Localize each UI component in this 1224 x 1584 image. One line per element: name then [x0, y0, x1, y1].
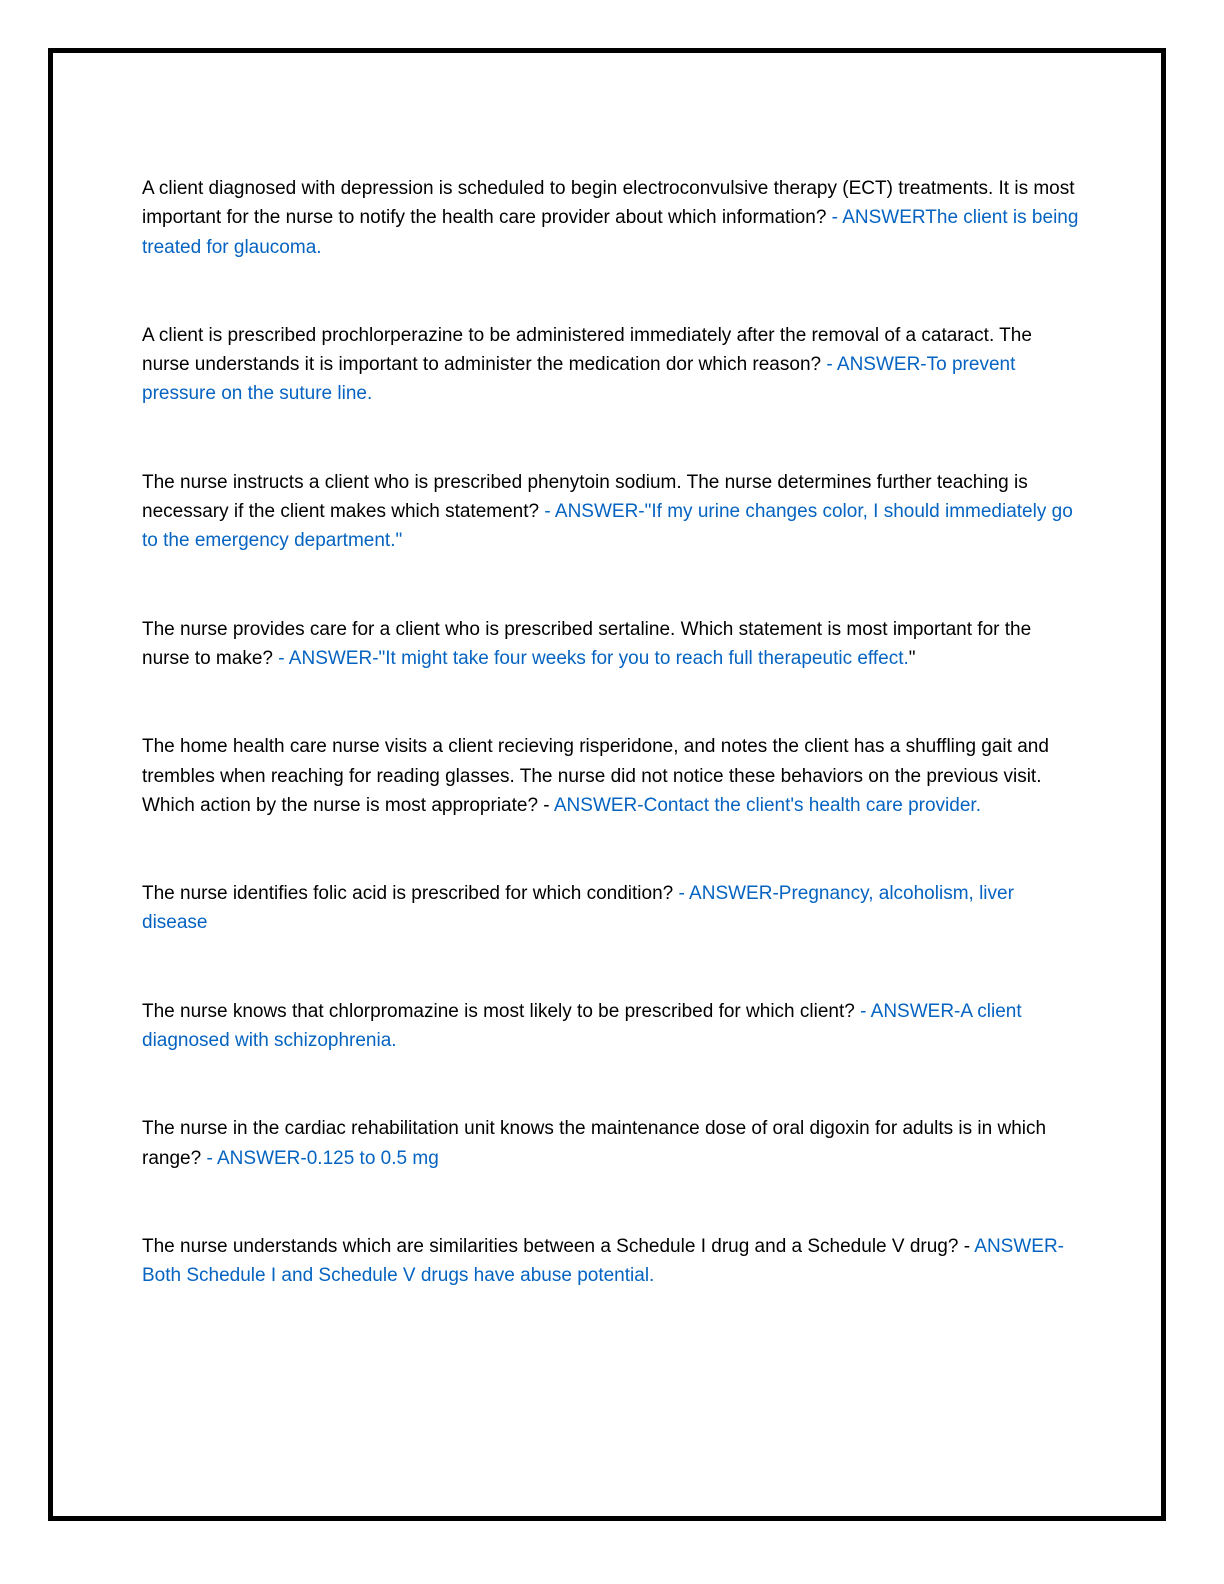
qa-item-3: [142, 468, 1082, 556]
qa-item-1: [142, 174, 1082, 262]
qa-item-9: [142, 1232, 1082, 1291]
answer-text: ANSWER-Both Schedule I and Schedule V drugs have abuse potential.: [142, 1235, 1065, 1287]
question-text: The nurse identifies folic acid is prescribed for which condition?: [142, 883, 679, 905]
question-text: The home health care nurse visits a client recieving risperidone, and notes the client has a shuffling gait and trembles when reaching for reading glasses. The nurse did not notice these behaviors on the previous visit. Which action by the nurse is most appropriate? -: [142, 736, 1049, 816]
qa-item-8: [142, 1114, 1082, 1173]
answer-text: - ANSWER-A client diagnosed with schizophrenia.: [142, 1000, 1022, 1052]
question-text: A client diagnosed with depression is scheduled to begin electroconvulsive therapy (ECT) treatments. It is most important for the nurse to notify the health care provider about which information?: [142, 178, 1075, 229]
qa-item-7: [142, 997, 1082, 1056]
qa-item-4: [142, 615, 1082, 674]
answer-text: - ANSWERThe client is being treated for glaucoma.: [142, 207, 1079, 258]
question-text: A client is prescribed prochlorperazine to be administered immediately after the removal of a cataract. The nurse understands it is important to administer the medication dor which reason?: [142, 324, 1032, 376]
answer-tail: ": [908, 647, 916, 669]
answer-text: - ANSWER-0.125 to 0.5 mg: [206, 1147, 439, 1169]
answer-text: ANSWER-Contact the client's health care provider.: [553, 794, 981, 816]
question-text: The nurse understands which are similarities between a Schedule I drug and a Schedule V drug? -: [142, 1235, 975, 1257]
question-text: The nurse knows that chlorpromazine is most likely to be prescribed for which client?: [142, 1000, 861, 1022]
question-text: The nurse in the cardiac rehabilitation unit knows the maintenance dose of oral digoxin for adults is in which range?: [142, 1118, 1047, 1169]
question-text: The nurse instructs a client who is prescribed phenytoin sodium. The nurse determines further teaching is necessary if the client makes which statement?: [142, 471, 1028, 523]
qa-item-5: [142, 732, 1082, 820]
qa-list: [142, 174, 1082, 1291]
answer-text: - ANSWER-"If my urine changes color, I should immediately go to the emergency department.": [142, 501, 1073, 552]
answer-text: - ANSWER-Pregnancy, alcoholism, liver disease: [142, 883, 1014, 934]
qa-item-2: [142, 321, 1082, 409]
question-text: The nurse provides care for a client who is prescribed sertaline. Which statement is most important for the nurse to make?: [142, 618, 1032, 669]
answer-text: - ANSWER-"It might take four weeks for you to reach full therapeutic effect.: [278, 647, 909, 669]
answer-text: - ANSWER-To prevent pressure on the suture line.: [142, 354, 1016, 405]
qa-item-6: [142, 879, 1082, 938]
